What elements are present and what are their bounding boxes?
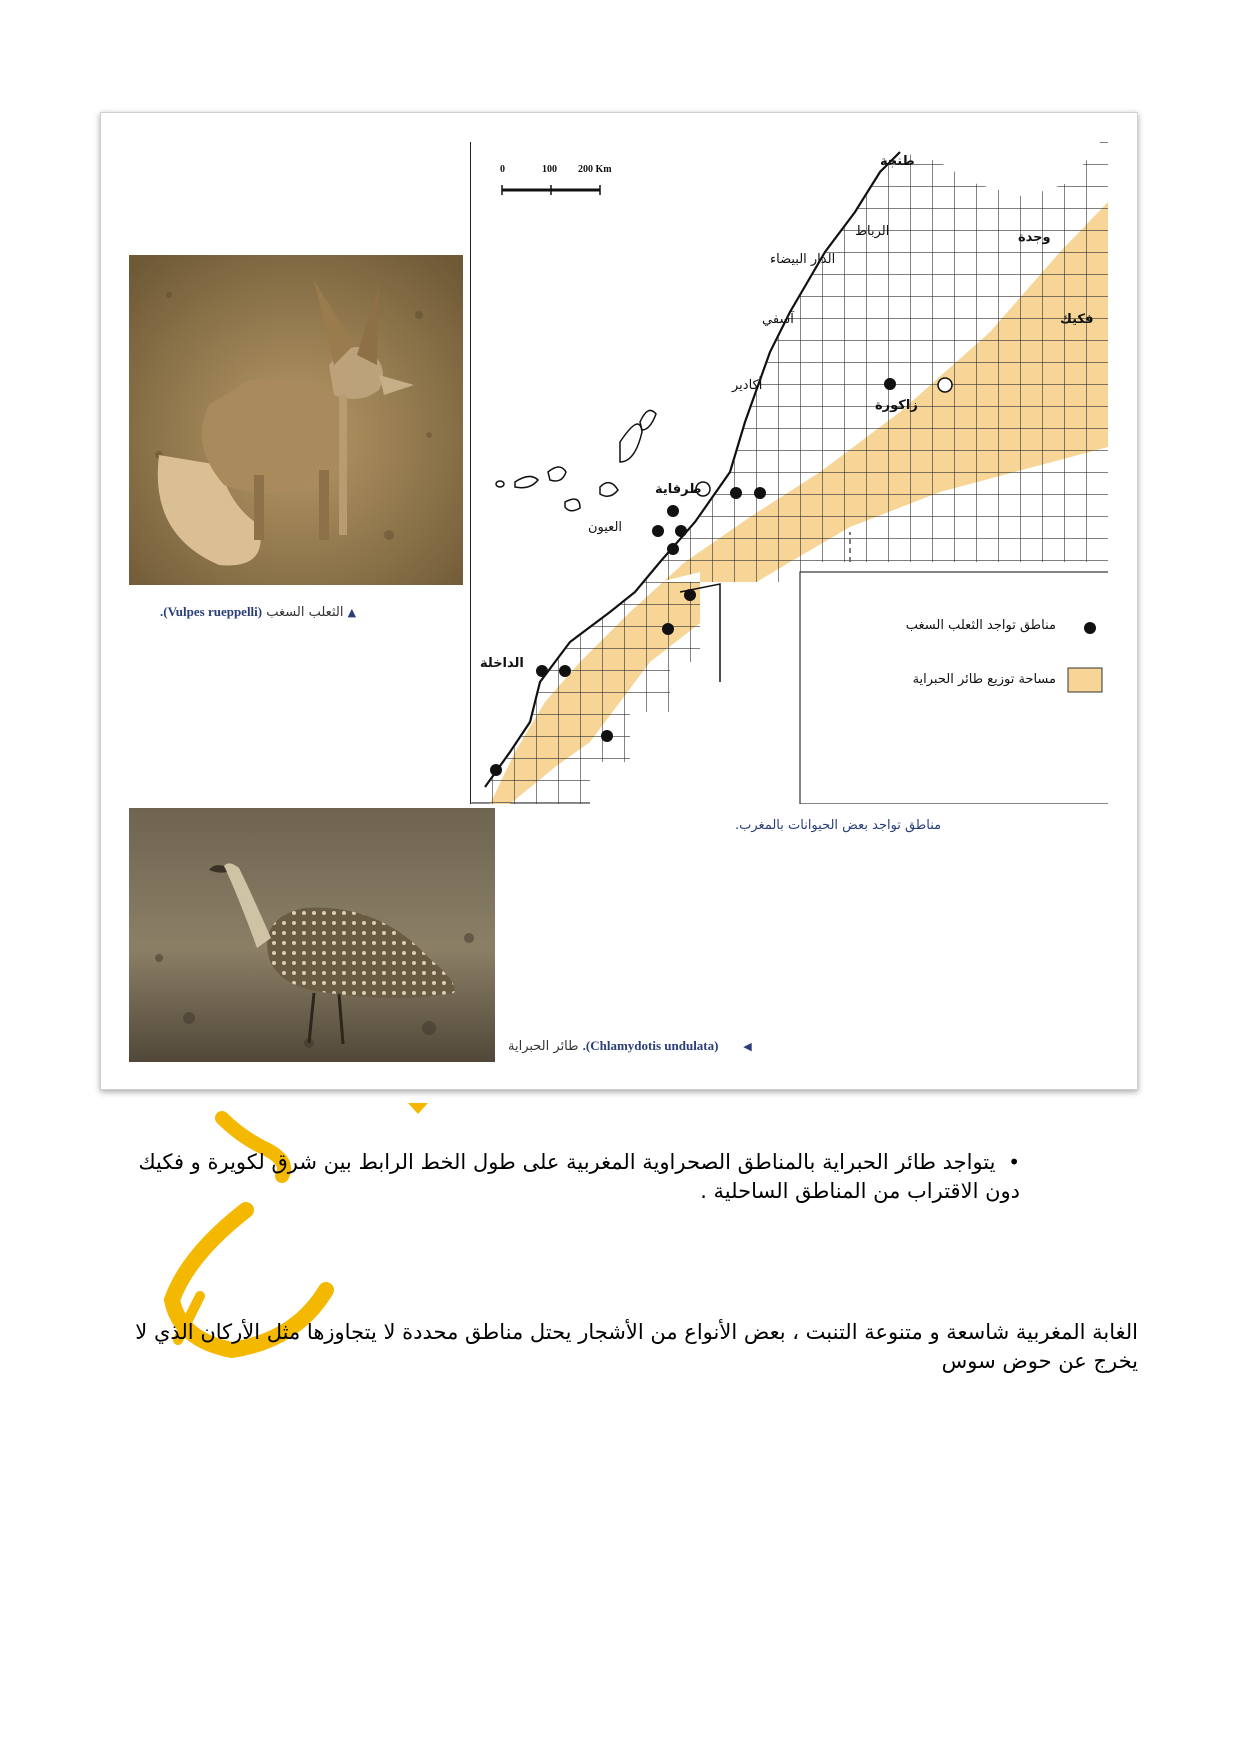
legend-bustard-label: مساحة توزيع طائر الحبراية [912, 672, 1056, 687]
city-agadir: أكادير [732, 378, 763, 393]
city-zagora: زاكورة [875, 398, 918, 413]
scale-label-mid: 100 [542, 164, 557, 175]
city-oujda: وجدة [1018, 230, 1051, 245]
city-safi: آسفي [762, 312, 794, 327]
city-tarfaya: طرفاية [655, 482, 702, 497]
triangle-marker-icon: ◀ [743, 1040, 752, 1053]
map-caption: مناطق تواجد بعض الحيوانات بالمغرب. [735, 818, 942, 833]
bustard-caption [508, 1038, 752, 1054]
fox-caption [160, 604, 356, 620]
bullet-paragraph [100, 1148, 1020, 1206]
bullet-paragraph-text: يتواجد طائر الحبراية بالمناطق الصحراوية المغربية على طول الخط الرابط بين شرق لكويرة و فكيك دون الاقتراب من المناطق الساحلية . [138, 1150, 1020, 1203]
legend-fox-label: مناطق تواجد الثعلب السغب [905, 618, 1056, 633]
forest-paragraph: الغابة المغربية شاسعة و متنوعة التنبت ، بعض الأنواع من الأشجار يحتل مناطق محددة لا يتجاوزها مثل الأركان الذي لا يخرج عن حوض سوس [135, 1320, 1138, 1373]
legend-dot-icon [1084, 622, 1096, 634]
city-casablanca: الدار البيضاء [770, 252, 836, 267]
legend-swatch-icon [1068, 668, 1102, 692]
city-rabat: الرباط [855, 224, 890, 239]
bustard-caption-scientific: (Chlamydotis undulata). [582, 1038, 719, 1053]
city-tangier: طنجة [880, 154, 915, 169]
bullet-icon: • [995, 1150, 1020, 1174]
bustard-photo [129, 808, 495, 1062]
fox-caption-arabic: الثعلب السغب [266, 605, 344, 620]
scale-label-end: 200 Km [578, 164, 612, 175]
scale-label-zero: 0 [500, 164, 505, 175]
morocco-distribution-map [470, 142, 1108, 804]
bustard-caption-arabic: طائر الحبراية [508, 1039, 579, 1054]
triangle-marker-icon: ▲ [347, 606, 357, 619]
city-laayoune: العيون [588, 520, 623, 535]
city-dakhla: الداخلة [480, 656, 524, 671]
fox-caption-scientific: (Vulpes rueppelli). [160, 604, 263, 619]
city-figuig: فكيك [1060, 312, 1094, 327]
fox-photo [129, 255, 463, 585]
